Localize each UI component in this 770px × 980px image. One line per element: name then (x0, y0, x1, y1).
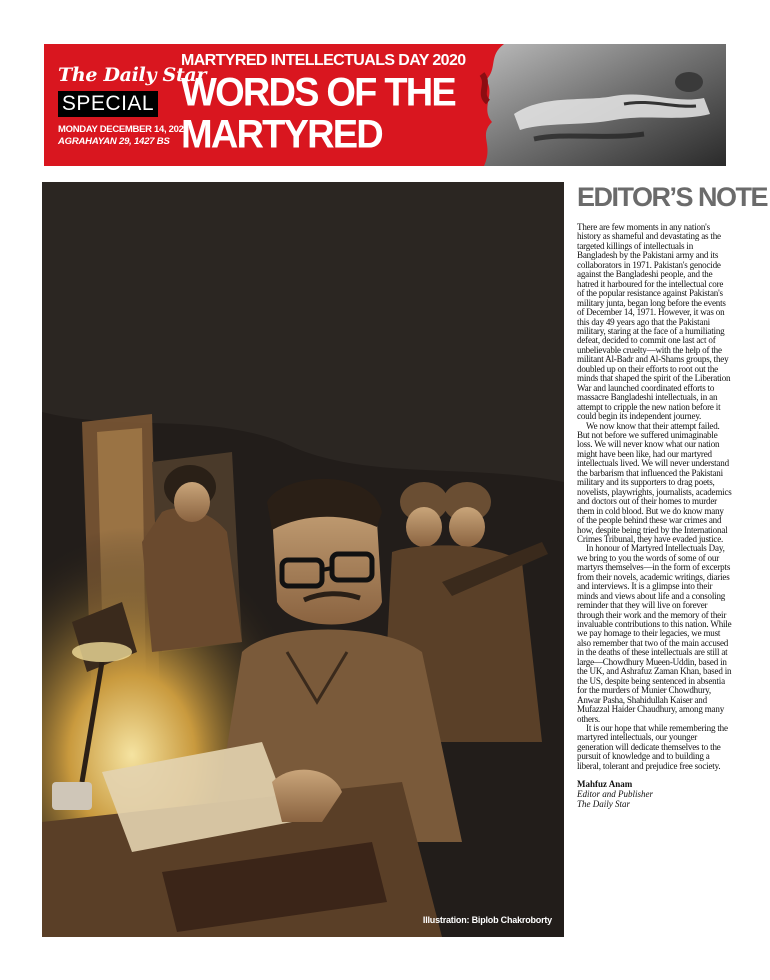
page-headline (181, 72, 455, 156)
bengali-date: AGRAHAYAN 29, 1427 BS (58, 136, 170, 147)
daily-star-logo[interactable]: The Daily Star (58, 64, 207, 86)
headline-line-1: WORDS OF THE (181, 70, 455, 116)
special-label: SPECIAL (58, 91, 158, 117)
event-kicker: MARTYRED INTELLECTUALS DAY 2020 (181, 52, 466, 69)
special-banner (44, 44, 726, 166)
note-paragraph-4: It is our hope that while remembering the martyred intellectuals, our younger generation will dedicate themselves to the pursuit of knowledge and to building a liberal, tolerant and prejudice free society. (577, 723, 728, 771)
illustration-artwork (42, 182, 564, 937)
headline-line-2: MARTYRED (181, 112, 382, 158)
note-paragraph-2: We now know that their attempt failed. But not before we suffered unimaginable loss. We will never know what our nation might have been like, had our martyred intellectuals lived. We will never understand the barbarism that influenced the Pakistani military and its supporters to drag poets, novelists, playwrights, journalists, academics and doctors out of their homes to murder them in cold blood. But we do know many of the people behind these war crimes and how, despite being tried by the International Crimes Tribunal, they have evaded justice. (577, 420, 732, 544)
note-paragraph-3: In honour of Martyred Intellectuals Day, we bring to you the words of some of our martyrs themselves—in the form of excerpts from their novels, academic writings, diaries and interviews. It is a glimpse into their minds and views about life and a consoling reminder that they will live on forever through their work and the memory of their invaluable contributions to this nation. While we pay homage to their legacies, we must also remember that two of the main accused in the deaths of these intellectuals are still at large—Chowdhury Mueen-Uddin, based in the UK, and Ashrafuz Zaman Khan, based in the US, despite being sentenced in absentia for the murders of Munier Chowdhury, Anwar Pasha, Shahidullah Kaiser and Mufazzal Haider Chaudhury, among many others. (577, 543, 732, 724)
publication-date: MONDAY DECEMBER 14, 2020 (58, 124, 189, 135)
signature-role: Editor and Publisher (577, 789, 653, 800)
historical-photo (474, 44, 726, 166)
signature-block (577, 779, 732, 809)
note-paragraph-1: There are few moments in any nation's history as shameful and devastating as the targeted killings of intellectuals in Bangladesh by the Pakistani army and its collaborators in 1971. Pakistan's genocide against the Bangladeshi people, and the hatred it harboured for the intellectual core of the popular resistance against Pakistan's military junta, began long before the events of December 14, 1971. However, it was on this day 49 years ago that the Pakistani military, staring at the face of a humiliating defeat, decided to commit one last act of unbelievable cruelty—with the help of the militant Al-Badr and Al-Shams groups, they doubled up on their efforts to root out the minds that shaped the spirit of the Liberation War and launched coordinated efforts to massacre Bangladeshi intellectuals, in an attempt to cripple the new nation before it could begin its independent journey. (577, 222, 731, 422)
cover-illustration (42, 182, 564, 937)
signature-publication: The Daily Star (577, 799, 630, 810)
editors-note-title: EDITOR’S NOTE (577, 182, 768, 212)
illustration-credit: Illustration: Biplob Chakroborty (422, 915, 552, 925)
signature-name: Mahfuz Anam (577, 779, 633, 790)
editors-note (577, 180, 768, 810)
